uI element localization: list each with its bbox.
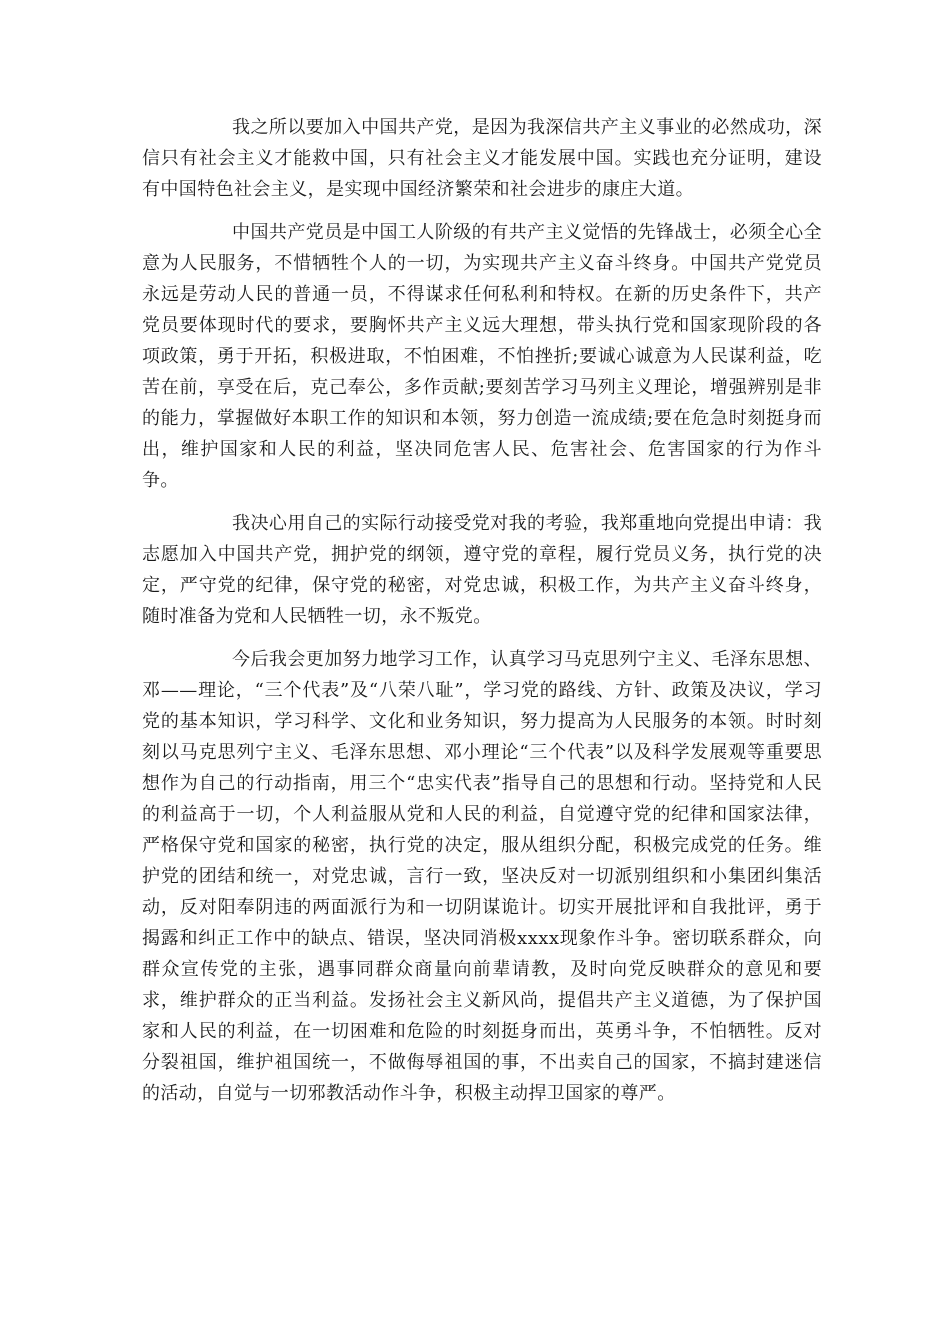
paragraph-2: 中国共产党员是中国工人阶级的有共产主义觉悟的先锋战士，必须全心全意为人民服务，不惜牺牲个人的一切，为实现共产主义奋斗终身。中国共产党党员永远是劳动人民的普通一员，不得谋求任何私利和特权。在新的历史条件下，共产党员要体现时代的要求，要胸怀共产主义远大理想，带头执行党和国家现阶段的各项政策，勇于开拓，积极进取，不怕困难，不怕挫折;要诚心诚意为人民谋利益，吃苦在前，享受在后，克己奉公，多作贡献;要刻苦学习马列主义理论，增强辨别是非的能力，掌握做好本职工作的知识和本领，努力创造一流成绩;要在危急时刻挺身而出，维护国家和人民的利益，坚决同危害人民、危害社会、危害国家的行为作斗争。 — [142, 222, 822, 491]
document-page — [142, 112, 822, 1109]
paragraph-4: 今后我会更加努力地学习工作，认真学习马克思列宁主义、毛泽东思想、邓——理论，“三个代表”及“八荣八耻”，学习党的路线、方针、政策及决议，学习党的基本知识，学习科学、文化和业务知识，努力提高为人民服务的本领。时时刻刻以马克思列宁主义、毛泽东思想、邓小理论“三个代表”以及科学发展观等重要思想作为自己的行动指南，用三个“忠实代表”指导自己的思想和行动。坚持党和人民的利益高于一切，个人利益服从党和人民的利益，自觉遵守党的纪律和国家法律，严格保守党和国家的秘密，执行党的决定，服从组织分配，积极完成党的任务。维护党的团结和统一，对党忠诚，言行一致，坚决反对一切派别组织和小集团纠集活动，反对阳奉阴违的两面派行为和一切阴谋诡计。切实开展批评和自我批评，勇于揭露和纠正工作中的缺点、错误，坚决同消极xxxx现象作斗争。密切联系群众，向群众宣传党的主张，遇事同群众商量向前辈请教，及时向党反映群众的意见和要求，维护群众的正当利益。发扬社会主义新风尚，提倡共产主义道德，为了保护国家和人民的利益，在一切困难和危险的时刻挺身而出，英勇斗争，不怕牺牲。反对分裂祖国，维护祖国统一，不做侮辱祖国的事，不出卖自己的国家，不搞封建迷信的活动，自觉与一切邪教活动作斗争，积极主动捍卫国家的尊严。 — [142, 649, 822, 1104]
paragraph-3: 我决心用自己的实际行动接受党对我的考验，我郑重地向党提出申请：我志愿加入中国共产党，拥护党的纲领，遵守党的章程，履行党员义务，执行党的决定，严守党的纪律，保守党的秘密，对党忠诚，积极工作，为共产主义奋斗终身，随时准备为党和人民牺牲一切，永不叛党。 — [142, 513, 822, 627]
paragraph-1: 我之所以要加入中国共产党，是因为我深信共产主义事业的必然成功，深信只有社会主义才能救中国，只有社会主义才能发展中国。实践也充分证明，建设有中国特色社会主义，是实现中国经济繁荣和社会进步的康庄大道。 — [142, 117, 822, 200]
